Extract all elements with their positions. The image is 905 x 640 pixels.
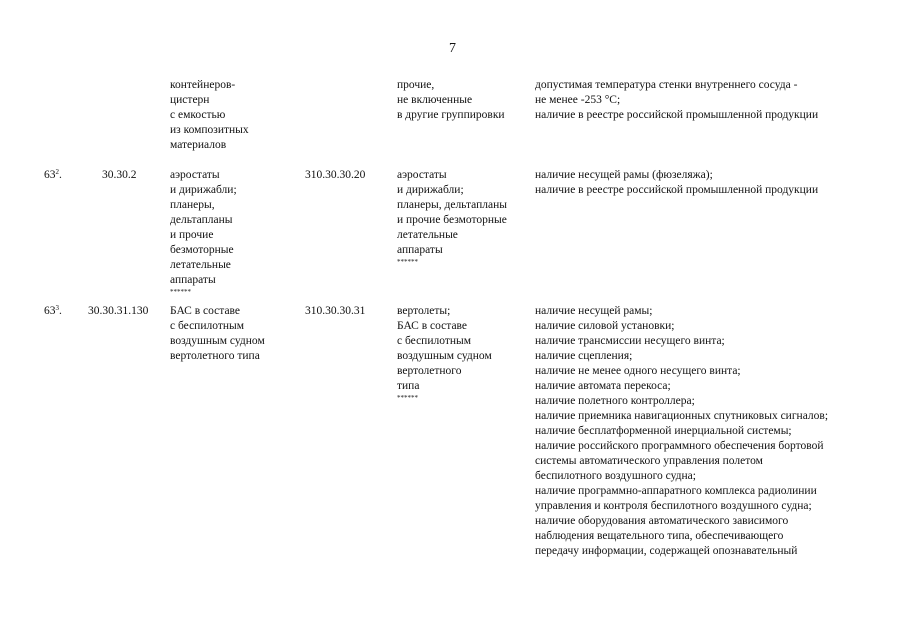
row-1-name-line: с емкостью [170, 109, 226, 121]
row-2-number-text: 63 [44, 169, 56, 181]
row-2-number [44, 168, 84, 183]
row-3-tnved-name-line: вертолеты; [397, 305, 451, 317]
row-2-name-line: и дирижабли; [170, 184, 237, 196]
row-1-name-line: контейнеров- [170, 79, 236, 91]
row-3-requirement: наличие бесплатформенной инерциальной системы; [535, 425, 792, 437]
row-3-requirement: передачу информации, содержащей опознавательный [535, 545, 798, 557]
row-3-requirement: наличие приемника навигационных спутниковых сигналов; [535, 410, 829, 422]
row-2-tnved-name-line: и прочие безмоторные [397, 214, 507, 226]
row-3-tnved-name-line: с беспилотным [397, 335, 472, 347]
row-2-name-line: планеры, [170, 199, 215, 211]
row-3-name-line: вертолетного типа [170, 350, 260, 362]
row-3-tnved-name-line: воздушным судном [397, 350, 492, 362]
footnote-mark: ****** [397, 394, 418, 402]
row-3-tnved-name-last [397, 379, 527, 409]
row-1-requirements [535, 78, 880, 123]
row-2-tnved-name-line: и дирижабли; [397, 184, 464, 196]
row-1-requirement: наличие в реестре российской промышленной продукции [535, 109, 819, 121]
row-1-name-line: материалов [170, 139, 227, 151]
row-2-okpd-code: 30.30.2 [102, 169, 137, 181]
row-3-requirement: наличие несущей рамы; [535, 305, 653, 317]
row-3-name-line: БАС в составе [170, 305, 241, 317]
row-2-name-line: дельтапланы [170, 214, 233, 226]
row-1-name [170, 78, 290, 153]
row-2-tnved-name-line: аэростаты [397, 169, 447, 181]
row-3-tnved-name [397, 304, 527, 409]
row-1-requirement: допустимая температура стенки внутреннего сосуда - [535, 79, 798, 91]
row-3-number [44, 304, 84, 319]
row-3-requirement: наблюдения вещательного типа, обеспечивающего [535, 530, 784, 542]
row-2-tnved-name-last [397, 243, 527, 273]
row-3-number-sup: 3 [55, 304, 59, 312]
row-3-requirement: наличие трансмиссии несущего винта; [535, 335, 725, 347]
row-1-tnved-name-line: прочие, [397, 79, 435, 91]
row-2-tnved-name-line: аппараты [397, 244, 443, 256]
row-2-name-line: безмоторные [170, 244, 234, 256]
row-2-number-suffix: . [59, 169, 62, 181]
row-3-requirement: наличие оборудования автоматического зависимого [535, 515, 789, 527]
row-3-tnved-name-line: вертолетного [397, 365, 462, 377]
row-3-tnved-name-line: типа [397, 380, 420, 392]
row-3-requirement: управления и контроля беспилотного воздушного судна; [535, 500, 812, 512]
row-1-name-line: цистерн [170, 94, 210, 106]
row-2-name-line: летательные [170, 259, 231, 271]
row-3-okpd-code: 30.30.31.130 [88, 305, 149, 317]
row-3-tnved-code: 310.30.30.31 [305, 305, 366, 317]
row-3-requirement: наличие сцепления; [535, 350, 633, 362]
row-3-name-line: с беспилотным [170, 320, 245, 332]
row-3-requirement: наличие силовой установки; [535, 320, 675, 332]
row-3-requirement: наличие программно-аппаратного комплекса радиолинии [535, 485, 817, 497]
row-2-requirement: наличие в реестре российской промышленной продукции [535, 184, 819, 196]
row-1-name-line: из композитных [170, 124, 249, 136]
row-3-requirement: наличие полетного контроллера; [535, 395, 695, 407]
row-3-name-line: воздушным судном [170, 335, 265, 347]
footnote-mark: ****** [397, 258, 418, 266]
row-3-tnved-name-line: БАС в составе [397, 320, 468, 332]
row-2-requirement: наличие несущей рамы (фюзеляжа); [535, 169, 713, 181]
row-2-number-sup: 2 [55, 168, 59, 176]
page-number: 7 [449, 41, 456, 56]
footnote-mark: ****** [170, 288, 191, 296]
row-3-requirement: наличие автомата перекоса; [535, 380, 671, 392]
row-1-requirement: не менее -253 °C; [535, 94, 621, 106]
row-1-tnved-name [397, 78, 527, 123]
row-1-tnved-name-line: не включенные [397, 94, 473, 106]
row-3-requirement: наличие российского программного обеспечения бортовой [535, 440, 824, 452]
row-3-requirement: наличие не менее одного несущего винта; [535, 365, 741, 377]
row-3-name [170, 304, 290, 364]
row-3-requirement: системы автоматического управления полетом [535, 455, 763, 467]
row-2-requirements [535, 168, 880, 198]
row-2-name [170, 168, 290, 303]
row-2-name-line: аэростаты [170, 169, 220, 181]
row-2-tnved-name-line: летательные [397, 229, 458, 241]
row-3-number-suffix: . [59, 305, 62, 317]
row-2-tnved-name [397, 168, 527, 273]
row-2-name-line: аппараты [170, 274, 216, 286]
row-3-requirement: беспилотного воздушного судна; [535, 470, 696, 482]
row-2-tnved-code: 310.30.30.20 [305, 169, 366, 181]
row-1-tnved-name-line: в другие группировки [397, 109, 505, 121]
row-2-tnved-name-line: планеры, дельтапланы [397, 199, 507, 211]
row-3-number-text: 63 [44, 305, 56, 317]
row-2-name-line: и прочие [170, 229, 214, 241]
row-3-requirements [535, 304, 880, 559]
row-2-name-last [170, 273, 290, 303]
